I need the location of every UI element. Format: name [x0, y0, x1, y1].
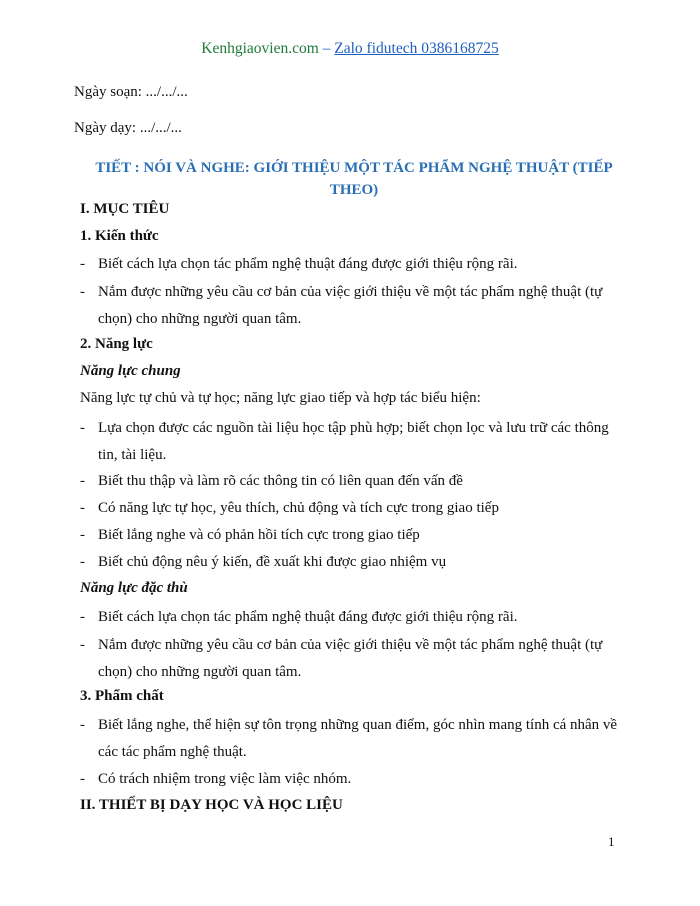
heading-nang-luc-dac-thu: Năng lực đặc thù: [80, 580, 188, 596]
bullet-marker: -: [80, 473, 85, 489]
header-site: Kenhgiaovien.com: [201, 40, 319, 57]
section-thiet-bi: II. THIẾT BỊ DẠY HỌC VÀ HỌC LIỆU: [80, 797, 343, 813]
page-number: 1: [608, 834, 615, 849]
bullet-marker: -: [80, 554, 85, 570]
heading-nang-luc: 2. Năng lực: [80, 336, 153, 352]
section-muc-tieu: I. MỤC TIÊU: [80, 201, 170, 217]
bullet-marker: -: [80, 500, 85, 516]
bullet-marker: -: [80, 284, 85, 300]
nang-luc-chung-item: Biết lắng nghe và có phản hồi tích cực trong giao tiếp: [98, 527, 420, 543]
ngay-soan: Ngày soạn: .../.../...: [74, 84, 188, 100]
kien-thuc-item: Nắm được những yêu cầu cơ bản của việc giới thiệu về một tác phẩm nghệ thuật (tự chọn) cho những người quan tâm.: [98, 284, 603, 327]
lesson-title: TIẾT : NÓI VÀ NGHE: GIỚI THIỆU MỘT TÁC PHẨM NGHỆ THUẬT (TIẾP THEO): [95, 160, 613, 198]
kien-thuc-item: Biết cách lựa chọn tác phẩm nghệ thuật đáng được giới thiệu rộng rãi.: [98, 256, 518, 272]
bullet-marker: -: [80, 527, 85, 543]
bullet-marker: -: [80, 637, 85, 653]
nang-luc-dac-thu-item: Biết cách lựa chọn tác phẩm nghệ thuật đáng được giới thiệu rộng rãi.: [98, 609, 518, 625]
bullet-marker: -: [80, 420, 85, 436]
heading-kien-thuc: 1. Kiến thức: [80, 228, 159, 244]
ngay-day: Ngày dạy: .../.../...: [74, 120, 182, 136]
nang-luc-chung-item: Biết chủ động nêu ý kiến, đề xuất khi được giao nhiệm vụ: [98, 554, 447, 570]
bullet-marker: -: [80, 256, 85, 272]
pham-chat-item: Có trách nhiệm trong việc làm việc nhóm.: [98, 771, 352, 787]
bullet-marker: -: [80, 717, 85, 733]
bullet-marker: -: [80, 609, 85, 625]
header-separator: –: [318, 40, 335, 57]
pham-chat-item: Biết lắng nghe, thể hiện sự tôn trọng những quan điểm, góc nhìn mang tính cá nhân về các tác phẩm nghệ thuật.: [98, 717, 618, 760]
heading-pham-chat: 3. Phẩm chất: [80, 688, 164, 704]
nang-luc-chung-item: Biết thu thập và làm rõ các thông tin có liên quan đến vấn đề: [98, 473, 463, 489]
nang-luc-chung-item: Lựa chọn được các nguồn tài liệu học tập phù hợp; biết chọn lọc và lưu trữ các thông tin, tài liệu.: [98, 420, 609, 463]
nang-luc-chung-item: Có năng lực tự học, yêu thích, chủ động và tích cực trong giao tiếp: [98, 500, 499, 516]
page-header: [0, 40, 700, 58]
header-zalo-link[interactable]: Zalo fidutech 0386168725: [334, 40, 499, 57]
heading-nang-luc-chung: Năng lực chung: [80, 363, 181, 379]
nang-luc-chung-intro: Năng lực tự chủ và tự học; năng lực giao tiếp và hợp tác biểu hiện:: [80, 390, 481, 406]
bullet-marker: -: [80, 771, 85, 787]
nang-luc-dac-thu-item: Nắm được những yêu cầu cơ bản của việc giới thiệu về một tác phẩm nghệ thuật (tự chọn) cho những người quan tâm.: [98, 637, 603, 680]
